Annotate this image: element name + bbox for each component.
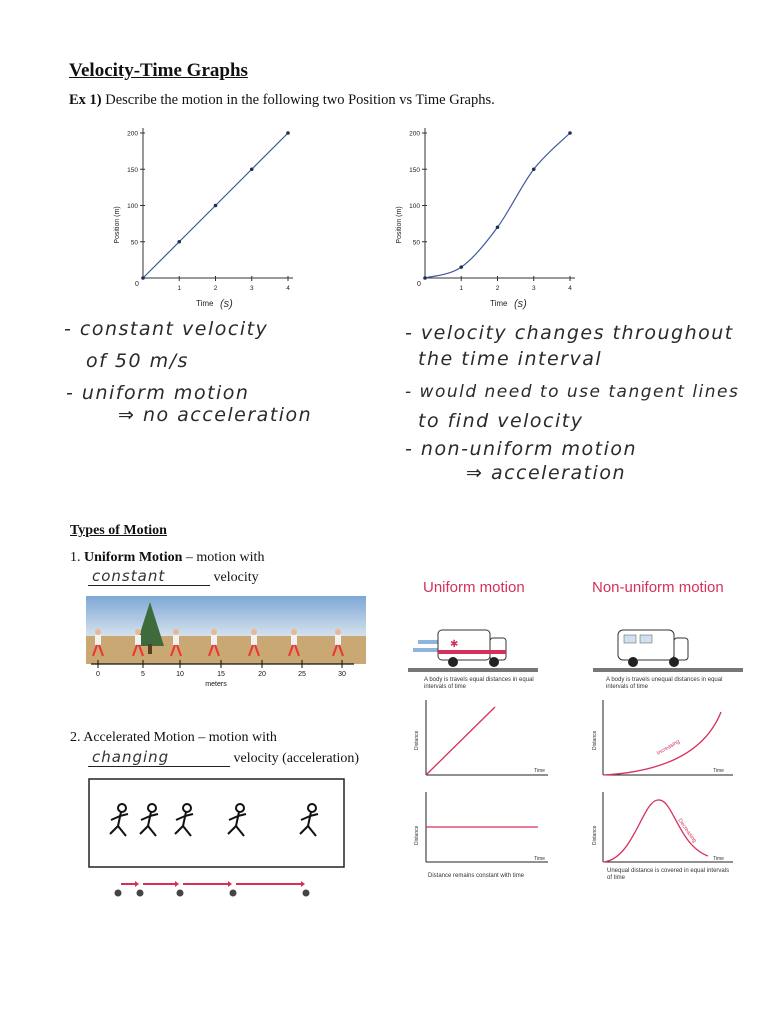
scale-tick-label: 5 [141, 671, 145, 678]
answer-accelerated: changing [88, 748, 230, 767]
nonuniform-distance-graph [592, 700, 733, 775]
position-dots [115, 881, 310, 897]
x-axis-label: Time [196, 299, 214, 308]
x-tick-label: 4 [286, 285, 290, 292]
arrow-head [135, 881, 139, 887]
item-definition: – motion with [194, 730, 277, 745]
data-point [141, 276, 145, 280]
constant-distance-graph [414, 792, 548, 862]
road-right [593, 668, 743, 672]
x-axis-unit-handwritten: (s) [220, 298, 233, 310]
svg-text:✱: ✱ [450, 639, 459, 650]
y-tick-label: 150 [409, 166, 420, 174]
distance-line [426, 707, 495, 775]
axis-distance-label: Distance [592, 825, 598, 845]
scale-tick-label: 20 [258, 671, 266, 678]
answer-uniform: constant [88, 567, 210, 586]
note-left-3: - uniform motion [66, 382, 250, 404]
y-axis-label: Position (m) [396, 206, 403, 244]
page-title: Velocity-Time Graphs [69, 60, 248, 81]
data-point [496, 225, 500, 229]
scale-tick-label: 0 [96, 671, 100, 678]
axis-time-label: Time [713, 768, 724, 774]
increasing-label: Increasing [656, 738, 681, 757]
y-tick-label: 50 [412, 239, 420, 247]
uniform-distance-graph [414, 700, 548, 775]
axis-distance-label: Distance [414, 825, 420, 845]
axis-time-label: Time [534, 768, 545, 774]
position-time-graph-curve [390, 120, 585, 320]
stick-figures [110, 804, 318, 836]
types-heading: Types of Motion [70, 523, 167, 538]
runner-strip-image [86, 596, 366, 688]
nonuniform-caption: A body is travels unequal distances in equal intervals of time [606, 677, 723, 690]
stick-figure-icon [228, 804, 246, 836]
x-tick-label: 2 [213, 285, 218, 292]
arrow-head [175, 881, 179, 887]
note-left-1: - constant velocity [64, 318, 269, 340]
position-dot [137, 890, 144, 897]
axis-time-label: Time [534, 856, 545, 862]
y-tick-label: 50 [130, 239, 138, 247]
note-right-3: - would need to use tangent lines [405, 382, 740, 402]
position-dot [303, 890, 310, 897]
example-label: Ex 1) [69, 92, 102, 108]
scale-tick-label: 15 [217, 671, 225, 678]
data-point [214, 204, 218, 208]
motion-comparison-figure [408, 620, 768, 900]
note-left-4: ⇒ no acceleration [118, 404, 313, 426]
data-point [568, 131, 572, 135]
y-tick-label: 100 [127, 203, 138, 210]
unequal-caption: Unequal distance is covered in equal intervals of time [607, 868, 730, 881]
position-dot [177, 890, 184, 897]
data-point [532, 167, 536, 171]
axis-time-label: Time [713, 856, 724, 862]
scale-tick-label: 30 [338, 671, 346, 678]
data-point [423, 276, 427, 280]
item-uniform-answer-line [88, 567, 259, 586]
uniform-caption: A body is travels equal distances in equal intervals of time [424, 677, 534, 690]
sky [86, 596, 366, 638]
note-left-2: of 50 m/s [86, 350, 189, 372]
graph-axes [425, 128, 575, 278]
axis-distance-label: Distance [414, 730, 420, 750]
x-axis-label: Time [490, 299, 508, 308]
stick-figure-diagram [88, 778, 346, 912]
stick-figure-icon [175, 804, 193, 836]
origin-label: 0 [417, 281, 421, 288]
series-curve [425, 133, 570, 278]
item-after: velocity (acceleration) [233, 751, 360, 766]
stick-figure-icon [300, 804, 318, 836]
ambulance-icon [413, 630, 506, 667]
data-point [177, 240, 181, 244]
nonuniform-motion-title: Non-uniform motion [592, 579, 724, 596]
arrow-head [301, 881, 305, 887]
item-definition: – motion with [182, 550, 265, 565]
note-right-6: ⇒ acceleration [466, 462, 627, 484]
road-left [408, 668, 538, 672]
y-tick-label: 200 [127, 130, 138, 138]
data-points [423, 131, 572, 280]
item-name: Uniform Motion [84, 550, 183, 565]
item-accelerated [70, 730, 277, 746]
item-number: 2. [70, 730, 81, 745]
x-tick-label: 2 [495, 285, 500, 292]
data-point [459, 265, 463, 269]
y-axis-label: Position (m) [114, 206, 121, 244]
ground [86, 636, 366, 664]
data-point [250, 167, 254, 171]
unequal-distance-graph [592, 792, 733, 862]
x-tick-label: 3 [249, 285, 254, 292]
van-icon [618, 630, 688, 667]
stick-figure-icon [140, 804, 158, 836]
position-dot [230, 890, 237, 897]
x-axis-unit-handwritten: (s) [514, 298, 527, 310]
position-time-graph-linear [108, 120, 303, 320]
origin-label: 0 [135, 281, 139, 288]
constant-caption: Distance remains constant with time [428, 873, 525, 879]
stick-figure-icon [110, 804, 128, 836]
graph-ticks [409, 131, 572, 293]
x-tick-label: 1 [459, 285, 464, 292]
x-tick-label: 4 [568, 285, 572, 292]
data-point [286, 131, 290, 135]
item-accelerated-answer-line [88, 748, 359, 767]
arrow-head [228, 881, 232, 887]
y-tick-label: 150 [127, 166, 138, 174]
note-right-1: - velocity changes throughout [405, 322, 734, 344]
decreasing-label: Decreasing [676, 817, 698, 844]
item-uniform [70, 550, 264, 566]
rise-fall-curve [603, 800, 708, 862]
scale-unit: meters [205, 681, 227, 688]
note-right-2: the time interval [418, 348, 603, 370]
item-name: Accelerated Motion [83, 730, 195, 745]
position-dot [115, 890, 122, 897]
scale-tick-label: 10 [176, 671, 184, 678]
item-number: 1. [70, 550, 81, 565]
note-right-4: to find velocity [418, 410, 584, 432]
x-tick-label: 3 [531, 285, 536, 292]
figure-frame [89, 779, 344, 867]
note-right-5: - non-uniform motion [405, 438, 638, 460]
item-after: velocity [213, 570, 259, 585]
y-tick-label: 100 [409, 203, 420, 210]
increasing-curve [603, 712, 721, 775]
x-tick-label: 1 [177, 285, 182, 292]
scale-tick-label: 25 [298, 671, 306, 678]
example-prompt [69, 92, 495, 109]
y-tick-label: 200 [409, 130, 420, 138]
example-text: Describe the motion in the following two Position vs Time Graphs. [105, 92, 495, 108]
uniform-motion-title: Uniform motion [423, 579, 525, 596]
axis-distance-label: Distance [592, 730, 598, 750]
